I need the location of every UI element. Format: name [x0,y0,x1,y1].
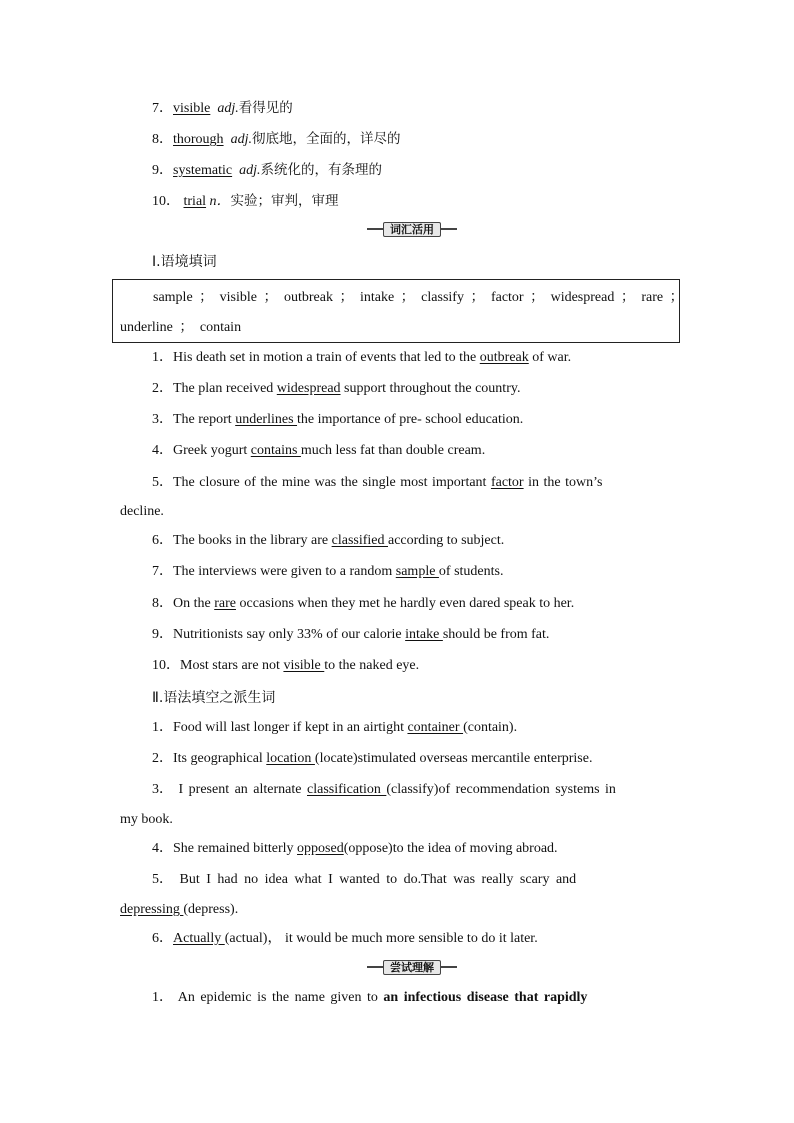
exercise-continuation: my book. [120,812,173,827]
answer-blank: intake [405,627,443,642]
vocab-meaning: 看得见的 [238,100,293,116]
exercise-item: 4．She remained bitterly opposed(oppose)to the idea of moving abroad. [152,841,558,856]
answer-blank: opposed [297,841,344,856]
answer-blank: classified [331,533,388,548]
banner-label: 尝试理解 [383,960,441,975]
word-bank-row: sample ； visible ； outbreak ； intake ； classify ； factor ； widespread ； rare ； [153,290,684,305]
word-bank-box [112,279,684,343]
vocab-item-8 [152,130,400,149]
section-banner-vocab-use [367,221,457,237]
exercise-item: 8．On the rare occasions when they met he hardly even dared speak to her. [152,596,575,611]
exercise-item: 6．The books in the library are classified according to subject. [152,533,505,548]
answer-blank: factor [490,475,524,490]
exercise-item: 2．Its geographical location (locate)stimulated overseas mercantile enterprise. [152,751,593,766]
answer-blank: contains [250,443,301,458]
vocab-word: trial [183,194,207,209]
banner-label: 词汇活用 [383,222,441,237]
answer-blank: Actually [173,931,225,946]
vocab-item-7 [152,99,293,118]
section-heading-context-fill: Ⅰ.语境填词 [152,254,217,270]
vocab-word: thorough [173,132,224,147]
answer-blank: underlines [235,412,298,427]
word-bank-row: underline ； contain [120,320,242,335]
exercise-item: 10．Most stars are not visible to the naked eye. [152,658,420,673]
answer-blank: rare [214,596,236,611]
answer-blank: outbreak [479,350,529,365]
exercise-item: 5． But I had no idea what I wanted to do.That was really scary and [152,872,577,887]
exercise-item: 1．Food will last longer if kept in an airtight container (contain). [152,720,518,735]
exercise-continuation: depressing (depress). [120,902,239,917]
exercise-item: 6．Actually (actual)， it would be much more sensible to do it later. [152,931,538,946]
exercise-item: 7．The interviews were given to a random sample of students. [152,564,504,579]
vocab-item-10 [152,192,339,211]
exercise-item: 5．The closure of the mine was the single most important factor in the town’s [152,475,603,490]
item-number: 8． [152,132,173,147]
exercise-item: 4．Greek yogurt contains much less fat than double cream. [152,443,486,458]
answer-blank: classification [307,782,387,797]
part-of-speech: n． [209,194,231,209]
exercise-continuation: decline. [120,504,164,519]
vocab-item-9 [152,161,382,180]
answer-blank: container [407,720,464,735]
exercise-item: 3．The report underlines the importance of pre- school education. [152,412,524,427]
emphasized-phrase: an infectious disease that rapidly [383,990,588,1005]
vocab-word: visible [173,101,211,116]
exercise-item: 3． I present an alternate classification (classify)of recommendation systems in [152,782,616,797]
vocab-meaning: 实验；审判，审理 [230,193,339,209]
reading-item: 1． An epidemic is the name given to an infectious disease that rapidly [152,990,588,1005]
section-banner-try-understand [367,959,457,975]
vocab-meaning: 彻底地，全面的，详尽的 [251,131,401,147]
item-number: 9． [152,163,173,178]
answer-blank: depressing [120,902,184,917]
item-number: 7． [152,101,173,116]
answer-blank: sample [395,564,439,579]
answer-blank: location [266,751,315,766]
exercise-item: 9．Nutritionists say only 33% of our calorie intake should be from fat. [152,627,550,642]
exercise-item: 2．The plan received widespread support throughout the country. [152,381,521,396]
answer-blank: visible [283,658,325,673]
section-heading-grammar-derivatives: Ⅱ.语法填空之派生词 [152,690,276,706]
exercise-item: 1．His death set in motion a train of events that led to the outbreak of war. [152,350,572,365]
part-of-speech: adj. [230,132,252,147]
part-of-speech: adj. [217,101,239,116]
item-number: 10． [152,194,180,209]
part-of-speech: adj. [239,163,261,178]
vocab-word: systematic [173,163,233,178]
vocab-meaning: 系统化的，有条理的 [260,162,382,178]
answer-blank: widespread [276,381,341,396]
